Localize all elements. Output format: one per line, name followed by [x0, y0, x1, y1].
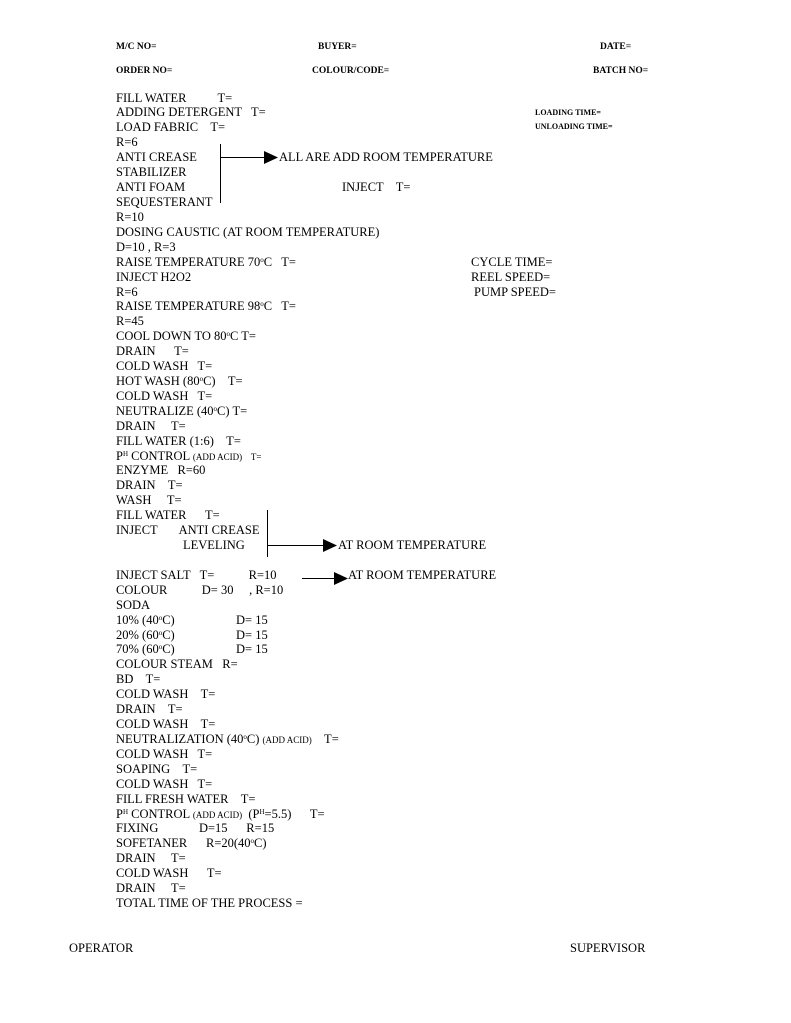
step-r6-b: R=6 — [116, 285, 138, 299]
step-anti-crease: ANTI CREASE — [116, 150, 197, 164]
operator-signature-label: OPERATOR — [69, 941, 134, 955]
loading-time-label: LOADING TIME= — [535, 108, 601, 117]
step-load-fabric: LOAD FABRIC T= — [116, 120, 226, 134]
step-r45: R=45 — [116, 314, 144, 328]
step-fill-water: FILL WATER T= — [116, 508, 220, 522]
step-drain: DRAIN T= — [116, 478, 183, 492]
step-inject-salt: INJECT SALT T= R=10 — [116, 568, 277, 582]
arrowhead-icon — [334, 572, 348, 585]
batch-no-label: BATCH NO= — [593, 66, 649, 76]
step-raise-temp-70: RAISE TEMPERATURE 70$^o$C T= — [116, 255, 296, 269]
step-cold-wash: COLD WASH T= — [116, 866, 222, 880]
step-soda: SODA — [116, 598, 151, 612]
soda-10-percent: 10% (40$^o$C) — [116, 613, 175, 627]
cycle-time-label: CYCLE TIME= — [471, 255, 553, 269]
step-d10-r3: D=10 , R=3 — [116, 240, 176, 254]
step-drain: DRAIN T= — [116, 851, 186, 865]
step-drain: DRAIN T= — [116, 344, 189, 358]
buyer-label: BUYER= — [318, 42, 357, 52]
step-inject-h2o2: INJECT H2O2 — [116, 270, 192, 284]
total-time-label: TOTAL TIME OF THE PROCESS = — [116, 896, 303, 910]
step-colour-steam: COLOUR STEAM R= — [116, 657, 238, 671]
step-cold-wash: COLD WASH T= — [116, 359, 213, 373]
step-dosing-caustic: DOSING CAUSTIC (AT ROOM TEMPERATURE) — [116, 225, 380, 239]
arrowhead-icon — [264, 151, 278, 164]
step-raise-temp-98: RAISE TEMPERATURE 98$^o$C T= — [116, 299, 296, 313]
date-label: DATE= — [600, 42, 632, 52]
at-room-temp-note-2: AT ROOM TEMPERATURE — [348, 568, 497, 582]
step-drain: DRAIN T= — [116, 881, 186, 895]
step-drain: DRAIN T= — [116, 419, 186, 433]
step-softener: SOFETANER $R=20(40^oC)$ — [116, 836, 267, 850]
step-fill-water-ratio: FILL WATER (1:6) T= — [116, 434, 241, 448]
step-neutralize: NEUTRALIZE (40$^o$C) T= — [116, 404, 248, 418]
step-ph-control: $P^H$ CONTROL (ADD ACID) T= — [116, 449, 262, 463]
order-no-label: ORDER NO= — [116, 66, 173, 76]
soda-10-dose: D= 15 — [236, 613, 268, 627]
at-room-temp-note-1: AT ROOM TEMPERATURE — [338, 538, 487, 552]
step-ph-control-2: $P^H$ CONTROL (ADD ACID) $(P^H=5.5)$ T= — [116, 807, 325, 821]
step-r6: R=6 — [116, 135, 138, 149]
step-neutralization: NEUTRALIZATION (40$^o$C) (ADD ACID) T= — [116, 732, 339, 746]
step-drain: DRAIN T= — [116, 702, 183, 716]
soda-20-dose: D= 15 — [236, 628, 268, 642]
reel-speed-label: REEL SPEED= — [471, 270, 551, 284]
step-enzyme: ENZYME R=60 — [116, 463, 206, 477]
soda-70-percent: 70% (60$^o$C) — [116, 642, 175, 656]
unloading-time-label: UNLOADING TIME= — [535, 122, 613, 131]
step-adding-detergent: ADDING DETERGENT T= — [116, 105, 266, 119]
step-fill-fresh-water: FILL FRESH WATER T= — [116, 792, 256, 806]
step-cold-wash: COLD WASH T= — [116, 747, 213, 761]
step-sequesterant: SEQUESTERANT — [116, 195, 213, 209]
step-cold-wash: COLD WASH T= — [116, 717, 216, 731]
mc-no-label: M/C NO= — [116, 42, 157, 52]
step-stabilizer: STABILIZER — [116, 165, 187, 179]
step-soaping: SOAPING T= — [116, 762, 198, 776]
inject-note: INJECT T= — [342, 180, 411, 194]
step-hot-wash: HOT WASH (80$^o$C) T= — [116, 374, 243, 388]
step-anti-foam: ANTI FOAM — [116, 180, 186, 194]
all-room-temp-note: ALL ARE ADD ROOM TEMPERATURE — [279, 150, 493, 164]
step-fill-water: FILL WATER T= — [116, 91, 233, 105]
pump-speed-label: PUMP SPEED= — [474, 285, 556, 299]
step-colour: COLOUR D= 30 , R=10 — [116, 583, 284, 597]
step-cool-down: COOL DOWN TO 80$^o$C T= — [116, 329, 256, 343]
supervisor-signature-label: SUPERVISOR — [570, 941, 646, 955]
soda-20-percent: 20% (60$^o$C) — [116, 628, 175, 642]
step-fixing: FIXING D=15 R=15 — [116, 821, 275, 835]
step-inject-anti-crease: INJECT ANTI CREASE — [116, 523, 260, 537]
step-leveling: LEVELING — [183, 538, 245, 552]
arrowhead-icon — [323, 539, 337, 552]
soda-70-dose: D= 15 — [236, 642, 268, 656]
step-wash: WASH T= — [116, 493, 182, 507]
step-r10: R=10 — [116, 210, 144, 224]
step-bd: BD T= — [116, 672, 161, 686]
colour-code-label: COLOUR/CODE= — [312, 66, 390, 76]
step-cold-wash: COLD WASH T= — [116, 389, 213, 403]
step-cold-wash: COLD WASH T= — [116, 687, 216, 701]
step-cold-wash: COLD WASH T= — [116, 777, 213, 791]
